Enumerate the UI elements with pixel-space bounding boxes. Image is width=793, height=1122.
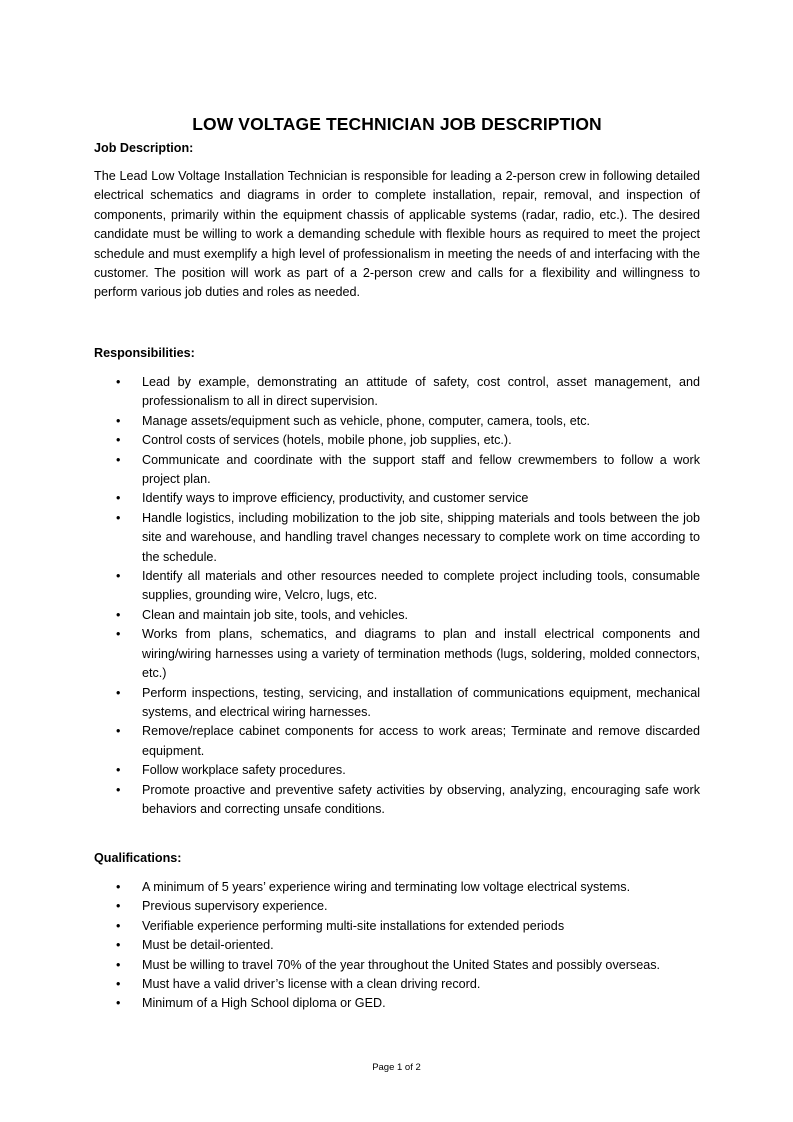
list-item-text: Identify ways to improve efficiency, productivity, and customer service xyxy=(142,491,529,506)
list-item-text: Clean and maintain job site, tools, and vehicles. xyxy=(142,607,409,622)
bullet-icon: • xyxy=(116,685,121,700)
list-item xyxy=(94,781,700,820)
list-item-text: Must be detail-oriented. xyxy=(142,938,274,953)
responsibilities-list xyxy=(94,373,700,819)
list-item-text: Promote proactive and preventive safety activities by observing, analyzing, encouraging safe work behaviors and correcting unsafe conditions. xyxy=(142,782,700,816)
qualifications-heading: Qualifications: xyxy=(94,851,182,865)
list-item-text: Must have a valid driver’s license with a clean driving record. xyxy=(142,977,481,992)
list-item xyxy=(94,917,700,936)
bullet-icon: • xyxy=(116,452,121,467)
list-item-text: Control costs of services (hotels, mobile phone, job supplies, etc.). xyxy=(142,433,512,448)
bullet-icon: • xyxy=(116,491,121,506)
bullet-icon: • xyxy=(116,899,121,914)
list-item xyxy=(94,373,700,412)
list-item xyxy=(94,956,700,975)
bullet-icon: • xyxy=(116,413,121,428)
bullet-icon: • xyxy=(116,996,121,1011)
list-item-text: Previous supervisory experience. xyxy=(142,899,328,914)
bullet-icon: • xyxy=(116,938,121,953)
list-item-text: Minimum of a High School diploma or GED. xyxy=(142,996,386,1011)
list-item-text: Perform inspections, testing, servicing, and installation of communications equipment, mechanical systems, and electrical wiring harnesses. xyxy=(142,685,700,719)
list-item xyxy=(94,684,700,723)
bullet-icon: • xyxy=(116,763,121,778)
list-item xyxy=(94,761,700,780)
list-item xyxy=(94,431,700,450)
list-item xyxy=(94,897,700,916)
list-item xyxy=(94,451,700,490)
list-item xyxy=(94,412,700,431)
list-item xyxy=(94,878,700,897)
bullet-icon: • xyxy=(116,977,121,992)
bullet-icon: • xyxy=(116,375,121,389)
bullet-icon: • xyxy=(116,433,121,448)
bullet-icon: • xyxy=(116,627,121,642)
list-item-text: Lead by example, demonstrating an attitude of safety, cost control, asset management, and professionalism to all in direct supervision. xyxy=(142,375,700,409)
bullet-icon: • xyxy=(116,918,121,933)
list-item xyxy=(94,994,700,1013)
list-item-text: Must be willing to travel 70% of the year throughout the United States and possibly overseas. xyxy=(142,957,661,972)
responsibilities-heading: Responsibilities: xyxy=(94,346,195,360)
list-item xyxy=(94,567,700,606)
list-item xyxy=(94,509,700,567)
bullet-icon: • xyxy=(116,607,121,622)
job-description-heading: Job Description: xyxy=(94,141,194,155)
list-item xyxy=(94,606,700,625)
list-item-text: Verifiable experience performing multi-site installations for extended periods xyxy=(142,918,565,933)
list-item xyxy=(94,936,700,955)
list-item-text: Remove/replace cabinet components for access to work areas; Terminate and remove discarded equipment. xyxy=(142,724,700,758)
list-item-text: A minimum of 5 years’ experience wiring and terminating low voltage electrical systems. xyxy=(142,880,631,894)
page-number-footer: Page 1 of 2 xyxy=(372,1062,421,1073)
qualifications-list xyxy=(94,878,700,1014)
list-item-text: Works from plans, schematics, and diagrams to plan and install electrical components and wiring/wiring harnesses using a variety of termination methods (lugs, soldering, molded connectors, etc.) xyxy=(142,627,700,681)
bullet-icon: • xyxy=(116,880,121,894)
list-item-text: Manage assets/equipment such as vehicle, phone, computer, camera, tools, etc. xyxy=(142,413,591,428)
bullet-icon: • xyxy=(116,957,121,972)
list-item-text: Handle logistics, including mobilization to the job site, shipping materials and tools between the job site and warehouse, and handling travel changes necessary to complete work on time according to the schedule. xyxy=(142,510,700,564)
list-item xyxy=(94,722,700,761)
list-item xyxy=(94,975,700,994)
document-title: LOW VOLTAGE TECHNICIAN JOB DESCRIPTION xyxy=(192,114,602,134)
bullet-icon: • xyxy=(116,569,121,584)
bullet-icon: • xyxy=(116,510,121,525)
list-item-text: Identify all materials and other resources needed to complete project including tools, consumable supplies, grounding wire, Velcro, lugs, etc. xyxy=(142,569,700,603)
list-item-text: Follow workplace safety procedures. xyxy=(142,763,346,778)
list-item-text: Communicate and coordinate with the support staff and fellow crewmembers to follow a work project plan. xyxy=(142,452,700,487)
bullet-icon: • xyxy=(116,724,121,739)
job-description-paragraph: The Lead Low Voltage Installation Technician is responsible for leading a 2-person crew in following detailed electrical schematics and diagrams in order to complete installation, repair, removal, and inspection of components, primarily within the equipment chassis of applicable systems (radar, radio, etc.). The desired candidate must be willing to work a demanding schedule with flexible hours as required to meet the project schedule and must exemplify a high level of professionalism in meeting the needs of and interfacing with the customer. The position will work as part of a 2-person crew and calls for a flexibility and willingness to perform various job duties and roles as needed. xyxy=(94,169,700,300)
bullet-icon: • xyxy=(116,782,121,797)
list-item xyxy=(94,625,700,683)
list-item xyxy=(94,489,700,508)
